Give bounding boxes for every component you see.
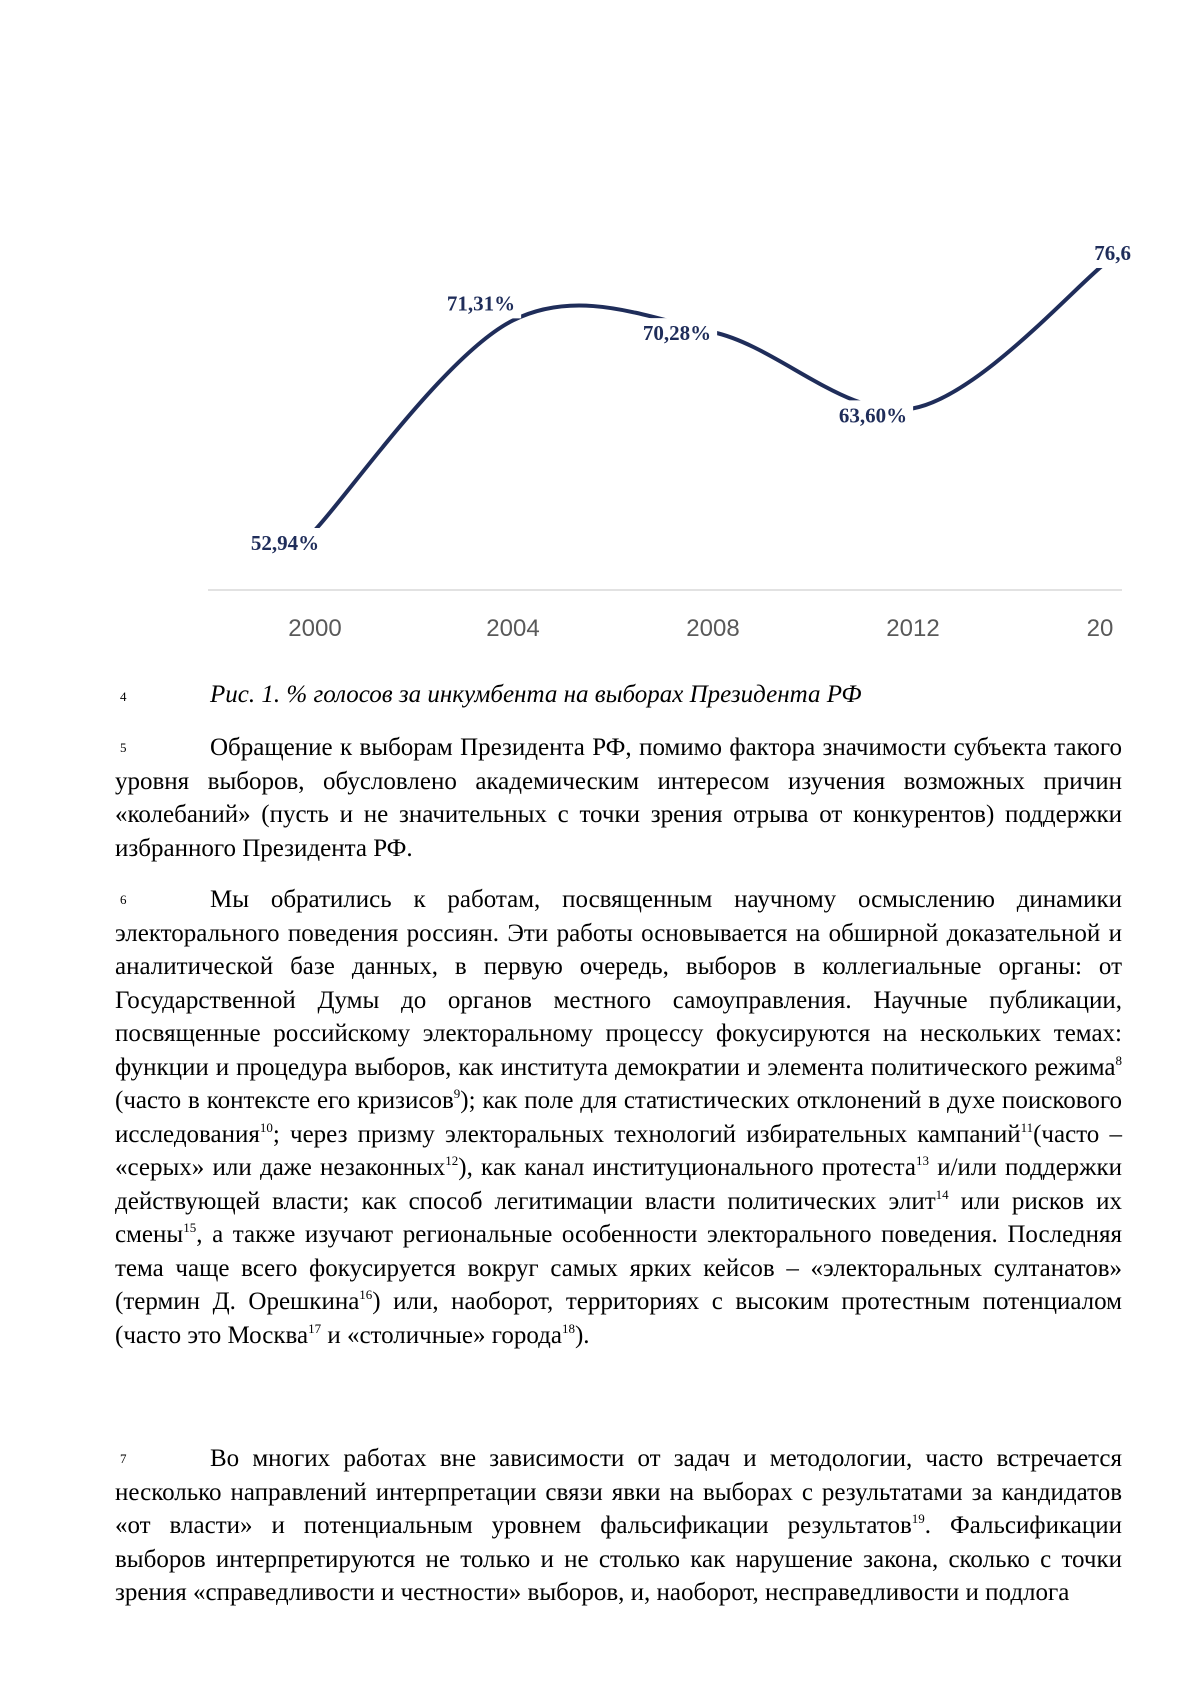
footnote-ref-9: 9 <box>454 1086 461 1101</box>
data-label-2000: 52,94% <box>251 531 319 555</box>
p7-text-1: Во многих работах вне зависимости от задач и методологии, часто встречается несколько направлений интерпретации связи явки на выборах с результатами за кандидатов «от власти» и потенциальным уровнем фальсификации результатов <box>115 1445 1122 1539</box>
p7-text-2: . Фальсификации выборов интерпретируются не только и не столько как нарушение закона, сколько с точки зрения «справедливости и честности» выборов, и, наоборот, несправедливости и подлога <box>115 1512 1122 1606</box>
line-number-4: 4 <box>120 689 127 705</box>
p6-text-4: ; через призму электоральных технологий избирательных кампаний <box>273 1121 1021 1148</box>
p6-text-2: (часто в контексте его кризисов <box>115 1087 454 1114</box>
footnote-ref-18: 18 <box>562 1321 575 1336</box>
x-tick-label-2008: 2008 <box>686 615 739 642</box>
data-label-2008: 70,28% <box>643 321 711 345</box>
line-chart <box>0 0 1200 670</box>
footnote-ref-14: 14 <box>936 1187 949 1202</box>
footnote-ref-13: 13 <box>916 1153 929 1168</box>
x-tick-label-2012: 2012 <box>886 615 939 642</box>
p6-text-7: и/или поддержки действующей власти; как способ легитимации власти политических элит <box>115 1154 1122 1215</box>
p6-text-10: ) или, наоборот, территориях с высоким протестным потенциалом (часто это Москва <box>115 1288 1122 1349</box>
paragraph-7 <box>115 1442 1122 1610</box>
figure-caption: Рис. 1. % голосов за инкумбента на выборах Президента РФ <box>210 678 1130 712</box>
footnote-ref-15: 15 <box>183 1220 196 1235</box>
footnote-ref-16: 16 <box>359 1287 372 1302</box>
x-tick-label-20: 20 <box>1087 615 1114 642</box>
footnote-ref-19: 19 <box>912 1511 925 1526</box>
footnote-ref-17: 17 <box>308 1321 321 1336</box>
paragraph-6 <box>115 883 1122 1352</box>
p6-text-3: ); как поле для статистических отклонений в духе поискового исследования <box>115 1087 1122 1148</box>
data-label-2004: 71,31% <box>447 291 515 315</box>
line-number-5: 5 <box>120 740 127 756</box>
data-label-20: 76,6 <box>1094 241 1131 265</box>
p6-text-1: Мы обратились к работам, посвященным научному осмыслению динамики электорального поведения россиян. Эти работы основывается на обширной доказательной и аналитической базе данных, в первую очередь, выборов в коллегиальные органы: от Государственной Думы до органов местного самоуправления. Научные публикации, посвященные российскому электоральному процессу фокусируются на нескольких темах: функции и процедура выборов, как института демократии и элемента политического режима <box>115 886 1122 1081</box>
p6-text-9: , а также изучают региональные особенности электорального поведения. Последняя тема чаще всего фокусируется вокруг самых ярких кейсов – «электоральных султанатов» (термин Д. Орешкина <box>115 1221 1122 1315</box>
p5-text: Обращение к выборам Президента РФ, помимо фактора значимости субъекта такого уровня выборов, обусловлено академическим интересом изучения возможных причин «колебаний» (пусть и не значительных с точки зрения отрыва от конкурентов) поддержки избранного Президента РФ. <box>115 734 1122 862</box>
x-tick-label-2000: 2000 <box>288 615 341 642</box>
line-number-6: 6 <box>120 892 127 908</box>
p6-text-12: ). <box>575 1322 590 1349</box>
footnote-ref-10: 10 <box>260 1120 273 1135</box>
footnote-ref-8: 8 <box>1116 1053 1123 1068</box>
footnote-ref-12: 12 <box>445 1153 458 1168</box>
paragraph-5 <box>115 731 1122 865</box>
p6-text-6: ), как канал институционального протеста <box>458 1154 916 1181</box>
data-label-2012: 63,60% <box>839 403 907 427</box>
footnote-ref-11: 11 <box>1021 1120 1034 1135</box>
p6-text-11: и «столичные» города <box>321 1322 562 1349</box>
series-line <box>315 260 1109 530</box>
p6-text-8: или рисков их смены <box>115 1188 1122 1249</box>
p6-text-5: (часто – «серых» или даже незаконных <box>115 1121 1122 1182</box>
x-tick-label-2004: 2004 <box>486 615 539 642</box>
line-number-7: 7 <box>120 1451 127 1467</box>
